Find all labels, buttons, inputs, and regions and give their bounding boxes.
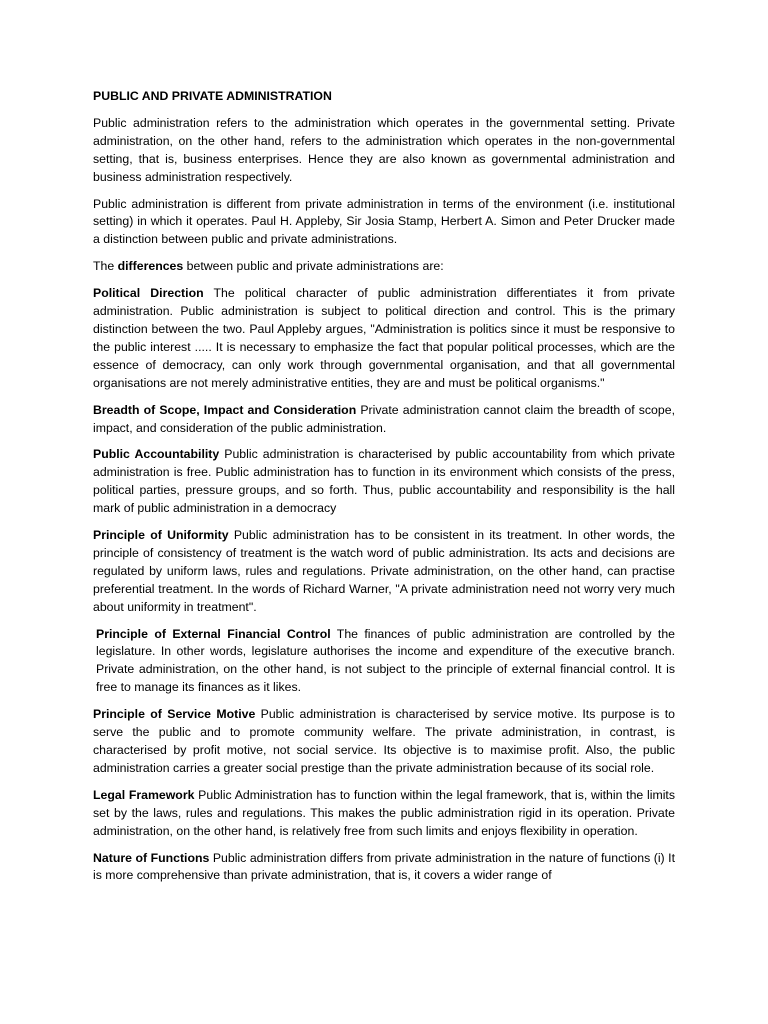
section-political-direction: [93, 285, 675, 392]
section-text: Public Administration has to function within the legal framework, that is, within the limits set by the laws, rules and regulations. This makes the public administration rigid in its operation. Private administration, on the other hand, is relatively free from such limits and enjoys flexibility in operation.: [93, 787, 675, 838]
document-body: [93, 88, 675, 894]
section-service-motive: [93, 706, 675, 778]
section-text: Public administration differs from private administration in the nature of functions (i) It is more comprehensive than private administration, that is, it covers a wider range of: [93, 850, 675, 883]
section-text: The political character of public administration differentiates it from private administration. Public administration is subject to political direction and control. This is the primary distinction between the two. Paul Appleby argues, "Administration is politics since it must be responsive to the public interest ..... It is necessary to emphasize the fact that popular political processes, which are the essence of democracy, can only work through governmental organisation, and that all governmental organisations are not merely administrative entities, they are and must be political organisms.": [93, 286, 675, 390]
section-heading: Principle of External Financial Control: [96, 626, 331, 641]
section-breadth-of-scope: [93, 402, 675, 438]
section-text: Public administration has to be consistent in its treatment. In other words, the principle of consistency of treatment is the watch word of public administration. Its acts and decisions are regulated by uniform laws, rules and regulations. Private administration, on the other hand, can practise preferential treatment. In the words of Richard Warner, "A private administration need not worry very much about uniformity in treatment".: [93, 528, 675, 614]
differences-intro-after: between public and private administrations are:: [183, 259, 444, 274]
document-title: PUBLIC AND PRIVATE ADMINISTRATION: [93, 89, 332, 103]
section-heading: Legal Framework: [93, 787, 195, 802]
section-heading: Principle of Uniformity: [93, 528, 229, 543]
differences-intro-before: The: [93, 259, 118, 274]
section-principle-of-uniformity: [93, 527, 675, 617]
section-public-accountability: [93, 446, 675, 518]
section-legal-framework: [93, 787, 675, 841]
section-text: Public administration is characterised by service motive. Its purpose is to serve the public and to promote community welfare. The private administration, in contrast, is characterised by profit motive, not social service. Its objective is to maximise profit. Also, the public administration carries a greater social prestige than the private administration because of its social role.: [93, 707, 675, 775]
differences-intro-bold: differences: [117, 259, 184, 274]
intro-paragraph-1: Public administration refers to the administration which operates in the governmental setting. Private administration, on the other hand, refers to the administration which operates in the non-governmental setting, that is, business enterprises. Hence they are also known as governmental administration and business administration respectively.: [93, 115, 675, 184]
section-external-financial-control: [93, 626, 675, 698]
section-text: Private administration cannot claim the breadth of scope, impact, and consideration of the public administration.: [93, 402, 675, 435]
section-text: The finances of public administration are controlled by the legislature. In other words, legislature authorises the income and expenditure of the executive branch. Private administration, on the other hand, is not subject to the principle of external financial control. It is free to manage its finances as it likes.: [96, 626, 676, 695]
section-heading: Principle of Service Motive: [93, 707, 256, 722]
section-heading: Breadth of Scope, Impact and Consideration: [93, 402, 357, 417]
section-nature-of-functions: [93, 850, 675, 886]
section-text: Public administration is characterised by public accountability from which private administration is free. Public administration has to function in its environment which consists of the press, political parties, pressure groups, and so forth. Thus, public accountability and responsibility is the hall mark of public administration in a democracy: [93, 447, 675, 516]
section-heading: Political Direction: [93, 286, 204, 301]
differences-intro: [93, 258, 675, 276]
section-heading: Public Accountability: [93, 447, 220, 462]
intro-paragraph-2: Public administration is different from private administration in terms of the environment (i.e. institutional setting) in which it operates. Paul H. Appleby, Sir Josia Stamp, Herbert A. Simon and Peter Drucker made a distinction between public and private administrations.: [93, 196, 675, 247]
section-heading: Nature of Functions: [93, 850, 210, 865]
